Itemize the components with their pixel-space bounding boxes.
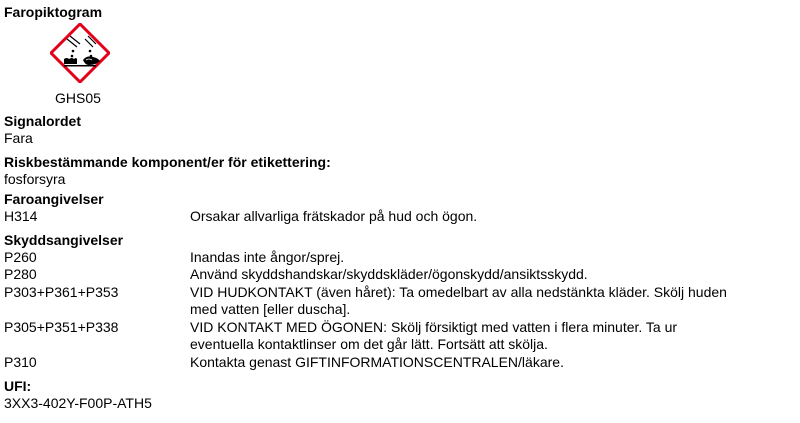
ufi-value: 3XX3-402Y-F00P-ATH5 [4,395,152,411]
risk-components-heading: Riskbestämmande komponent/er för etikettering: [4,154,331,170]
signal-word-heading: Signalordet [4,113,82,129]
precaution-code: P303+P361+P353 [4,284,119,300]
precaution-text-continued: eventuella kontaktlinser om det går lätt. Fortsätt att skölja. [190,336,548,352]
ufi-heading: UFI: [4,378,32,394]
precaution-text: VID HUDKONTAKT (även håret): Ta omedelbart av alla nedstänkta kläder. Skölj huden [190,284,727,300]
precaution-text: Inandas inte ångor/sprej. [190,249,345,265]
pictogram-heading: Faropiktogram [4,4,103,20]
pictogram-code: GHS05 [55,90,101,106]
hazard-code: H314 [4,208,38,224]
precautionary-statements-heading: Skyddsangivelser [4,232,124,248]
precaution-text: Kontakta genast GIFTINFORMATIONSCENTRALEN/läkare. [190,354,564,370]
hazard-text: Orsakar allvarliga frätskador på hud och ögon. [190,208,478,224]
precaution-code: P280 [4,266,37,282]
precaution-text-continued: med vatten [eller duscha]. [190,301,351,317]
precaution-code: P305+P351+P338 [4,319,119,335]
precaution-text: VID KONTAKT MED ÖGONEN: Skölj försiktigt med vatten i flera minuter. Ta ur [190,319,678,335]
precaution-text: Använd skyddshandskar/skyddskläder/ögonskydd/ansiktsskydd. [190,266,588,282]
precaution-code: P310 [4,354,37,370]
signal-word-value: Fara [4,130,33,146]
precaution-code: P260 [4,249,37,265]
ghs05-corrosion-icon [50,23,110,83]
hazard-statements-heading: Faroangivelser [4,191,104,207]
risk-components-value: fosforsyra [4,171,66,187]
